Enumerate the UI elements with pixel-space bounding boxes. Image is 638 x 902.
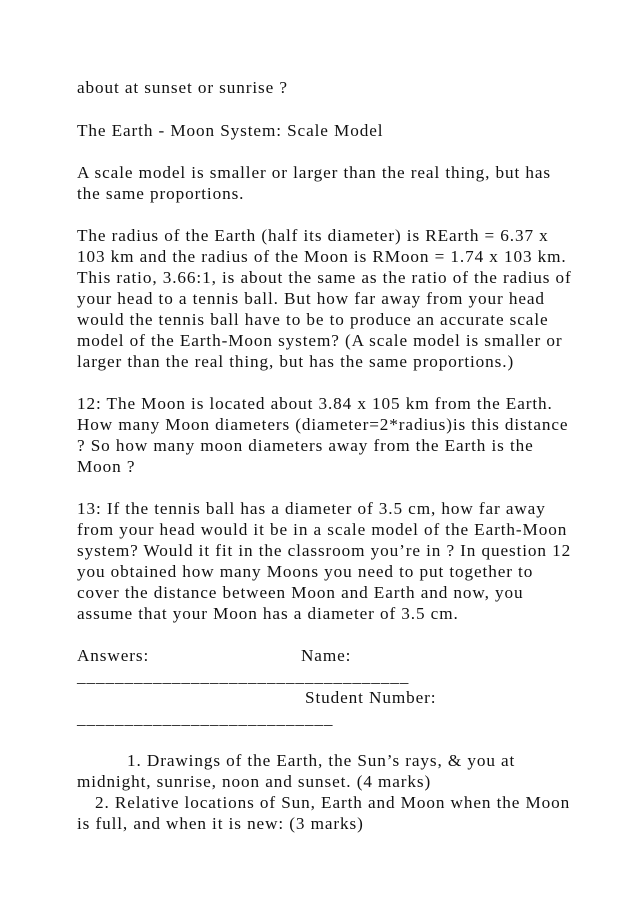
radius-paragraph-line: The radius of the Earth (half its diameter) is REarth = 6.37 x [77, 226, 549, 245]
radius-paragraph-line: would the tennis ball have to be to produce an accurate scale [77, 310, 549, 329]
question-13-line: system? Would it fit in the classroom you’re in ? In question 12 [77, 541, 572, 560]
question-13-line: from your head would it be in a scale model of the Earth-Moon [77, 520, 568, 539]
list-item-1-line: midnight, sunrise, noon and sunset. (4 marks) [77, 772, 432, 791]
definition-line: the same proportions. [77, 184, 245, 203]
section-title: The Earth - Moon System: Scale Model [77, 121, 384, 140]
name-label: Name: [301, 646, 352, 665]
question-12-line: ? So how many moon diameters away from the Earth is the [77, 436, 534, 455]
radius-paragraph-line: your head to a tennis ball. But how far away from your head [77, 289, 545, 308]
radius-paragraph-line: larger than the real thing, but has the same proportions.) [77, 352, 515, 371]
question-12-line: Moon ? [77, 457, 136, 476]
list-item-2-line: 2. Relative locations of Sun, Earth and Moon when the Moon [95, 793, 571, 812]
question-12-line: How many Moon diameters (diameter=2*radius)is this distance [77, 415, 569, 434]
answers-label: Answers: [77, 646, 150, 665]
question-12-line: 12: The Moon is located about 3.84 x 105 km from the Earth. [77, 394, 553, 413]
question-13-line: 13: If the tennis ball has a diameter of 3.5 cm, how far away [77, 499, 546, 518]
name-blank-line: ___________________________________ [77, 667, 410, 686]
question-13-line: cover the distance between Moon and Earth and now, you [77, 583, 524, 602]
intro-line: about at sunset or sunrise ? [77, 78, 288, 97]
question-13-line: assume that your Moon has a diameter of 3.5 cm. [77, 604, 459, 623]
radius-paragraph-line: model of the Earth-Moon system? (A scale model is smaller or [77, 331, 563, 350]
question-13-line: you obtained how many Moons you need to put together to [77, 562, 534, 581]
student-number-label: Student Number: [305, 688, 437, 707]
radius-paragraph-line: This ratio, 3.66:1, is about the same as the ratio of the radius of [77, 268, 572, 287]
student-number-blank-line: ___________________________ [77, 709, 334, 728]
definition-line: A scale model is smaller or larger than the real thing, but has [77, 163, 552, 182]
list-item-2-line: is full, and when it is new: (3 marks) [77, 814, 364, 833]
radius-paragraph-line: 103 km and the radius of the Moon is RMoon = 1.74 x 103 km. [77, 247, 567, 266]
list-item-1-line: 1. Drawings of the Earth, the Sun’s rays, & you at [127, 751, 516, 770]
